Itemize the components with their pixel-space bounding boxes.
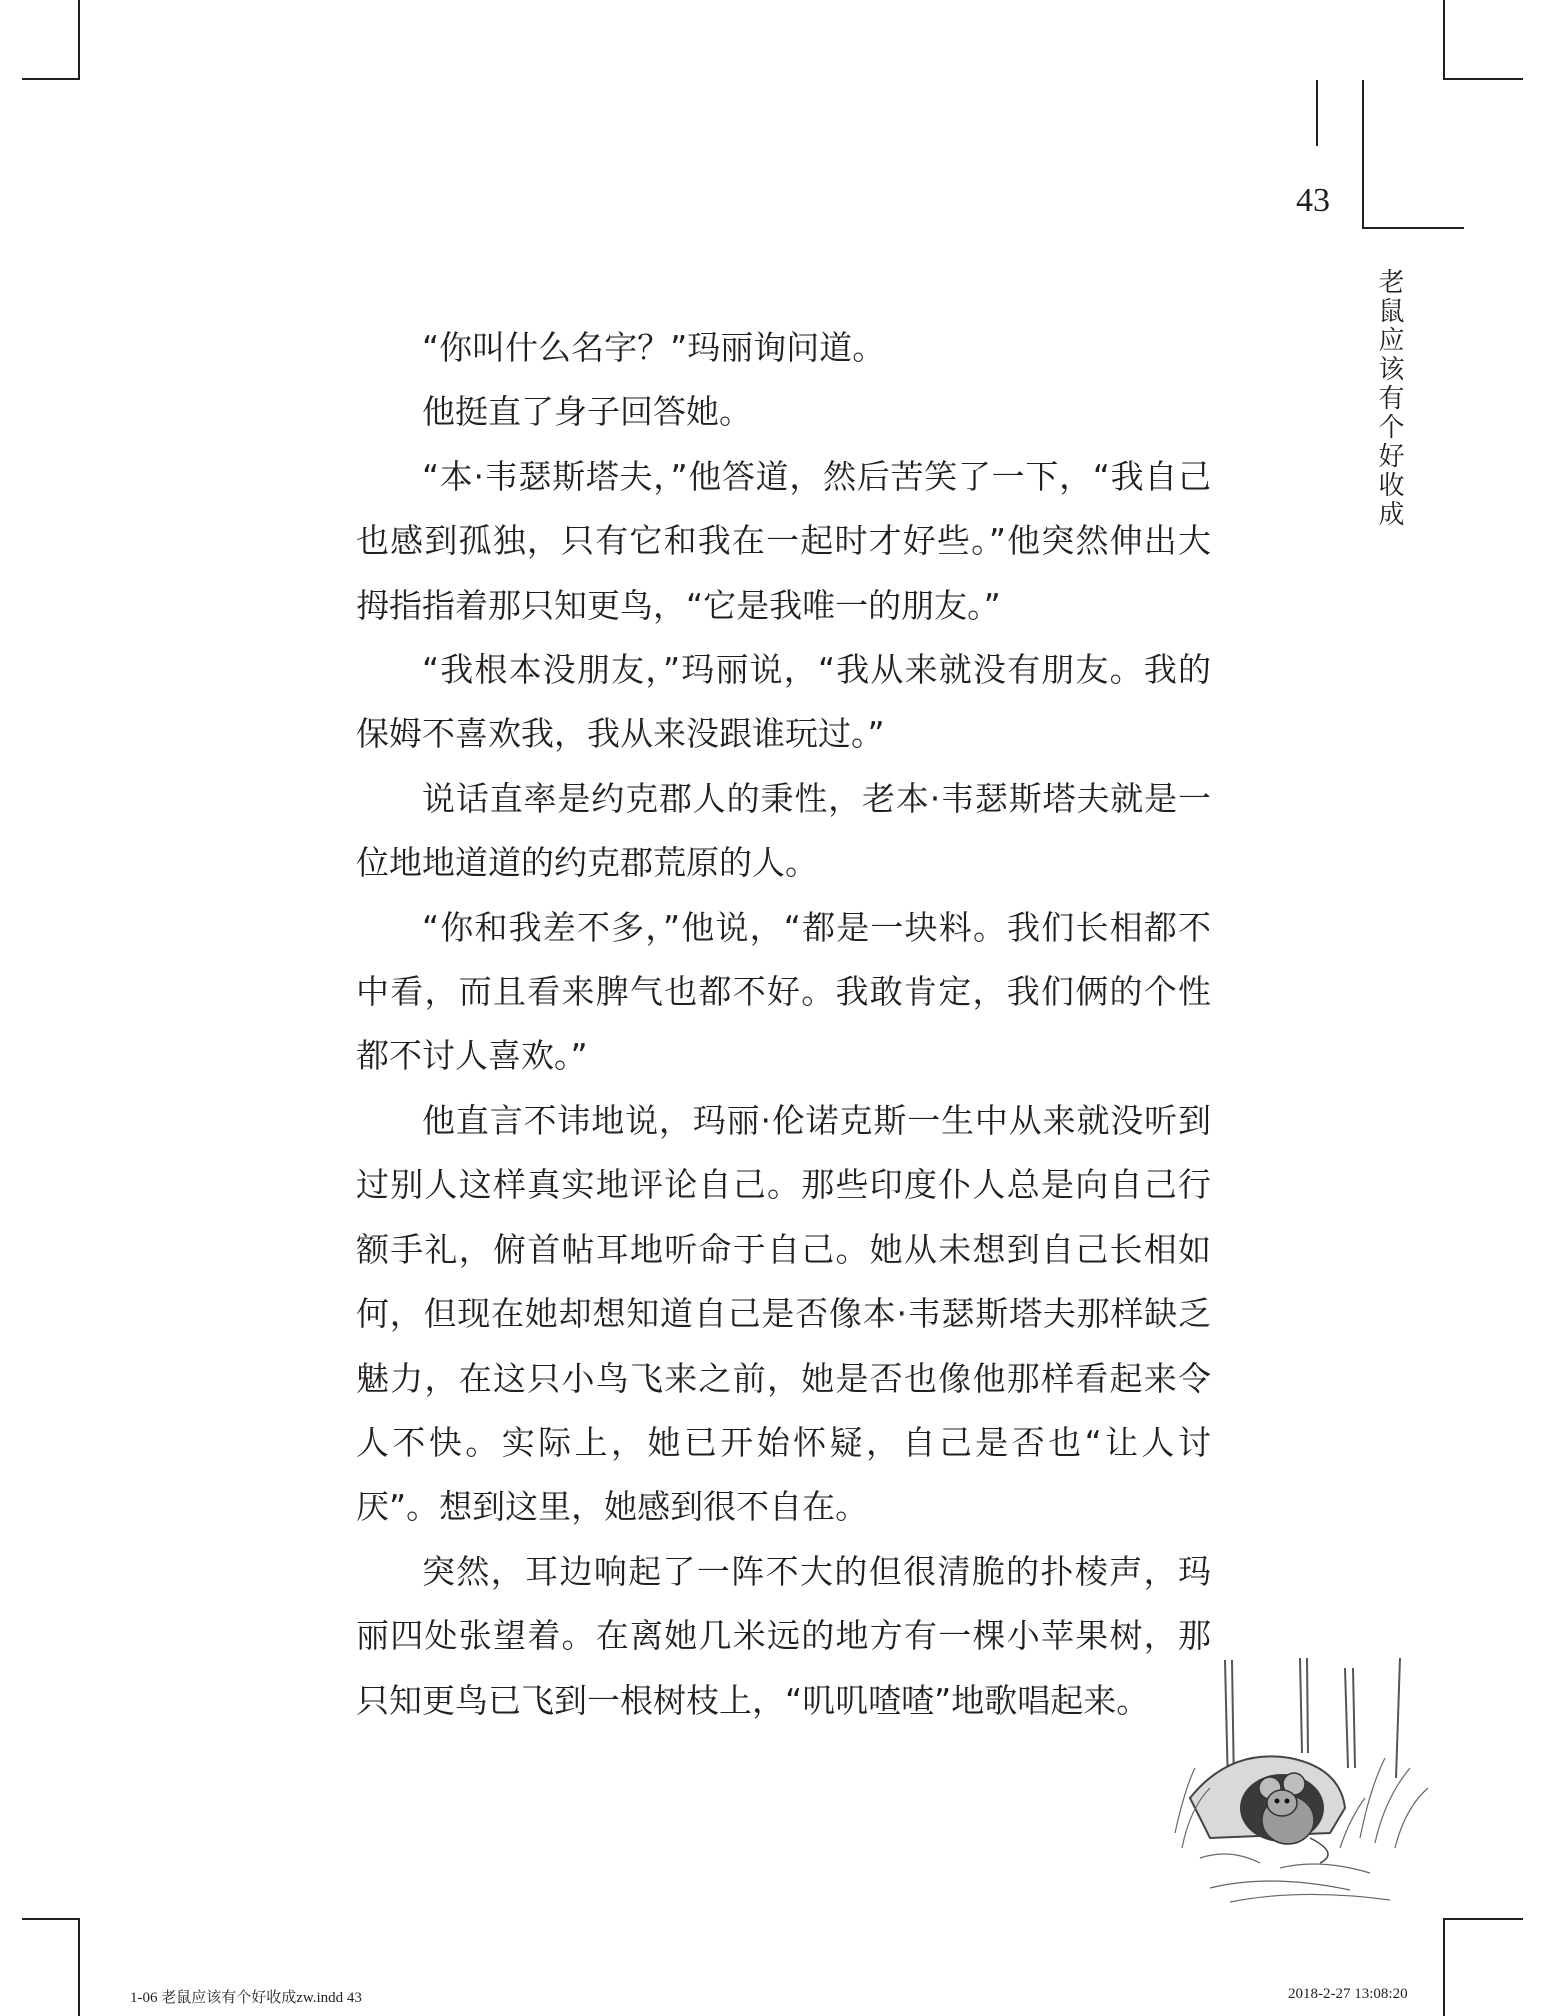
crop-mark [78, 1918, 80, 2016]
running-title: 老鼠应该有个好收成 [1374, 268, 1404, 529]
paragraph: 说话直率是约克郡人的秉性，老本·韦瑟斯塔夫就是一位地地道道的约克郡荒原的人。 [356, 778, 1211, 883]
crop-mark [1443, 0, 1445, 80]
paragraph: 突然，耳边响起了一阵不大的但很清脆的扑棱声，玛丽四处张望着。在离她几米远的地方有一棵小苹果树，那只知更鸟已飞到一根树枝上，“叽叽喳喳”地歌唱起来。 [356, 1551, 1211, 1720]
paragraph: 他挺直了身子回答她。 [422, 392, 752, 432]
page-number-rule [1362, 227, 1464, 229]
paragraph: “我根本没朋友，”玛丽说，“我从来就没有朋友。我的保姆不喜欢我，我从来没跟谁玩过。” [356, 650, 1211, 754]
crop-mark [1443, 78, 1523, 80]
mouse-illustration [1170, 1658, 1432, 1904]
body-text [356, 316, 1211, 1733]
paragraph: “你和我差不多，”他说，“都是一块料。我们长相都不中看，而且看来脾气也都不好。我敢肯定，我们俩的个性都不讨人喜欢。” [356, 907, 1211, 1076]
crop-mark [1443, 1918, 1523, 1920]
slug-timestamp: 2018-2-27 13:08:20 [1288, 1986, 1408, 2002]
paragraph: “本·韦瑟斯塔夫，”他答道，然后苦笑了一下，“我自己也感到孤独，只有它和我在一起时才好些。”他突然伸出大拇指指着那只知更鸟，“它是我唯一的朋友。” [356, 456, 1211, 625]
paragraph: 他直言不讳地说，玛丽·伦诺克斯一生中从来就没听到过别人这样真实地评论自己。那些印度仆人总是向自己行额手礼，俯首帖耳地听命于自己。她从未想到自己长相如何，但现在她却想知道自己是否像本·韦瑟斯塔夫那样缺乏魅力，在这只小鸟飞来之前，她是否也像他那样看起来令人不快。实际上，她已开始怀疑，自己是否也“让人讨厌”。想到这里，她感到很不自在。 [356, 1100, 1211, 1527]
slug-file-name: 1-06 老鼠应该有个好收成zw.indd 43 [130, 1990, 362, 2006]
page-number-rule [1362, 80, 1364, 228]
paragraph: “你叫什么名字？”玛丽询问道。 [422, 328, 886, 367]
page-number-rule [1316, 80, 1318, 146]
crop-mark [22, 78, 80, 80]
crop-mark [1443, 1918, 1445, 2016]
crop-mark [78, 0, 80, 80]
page-number: 43 [1296, 182, 1330, 219]
crop-mark [22, 1918, 80, 1920]
